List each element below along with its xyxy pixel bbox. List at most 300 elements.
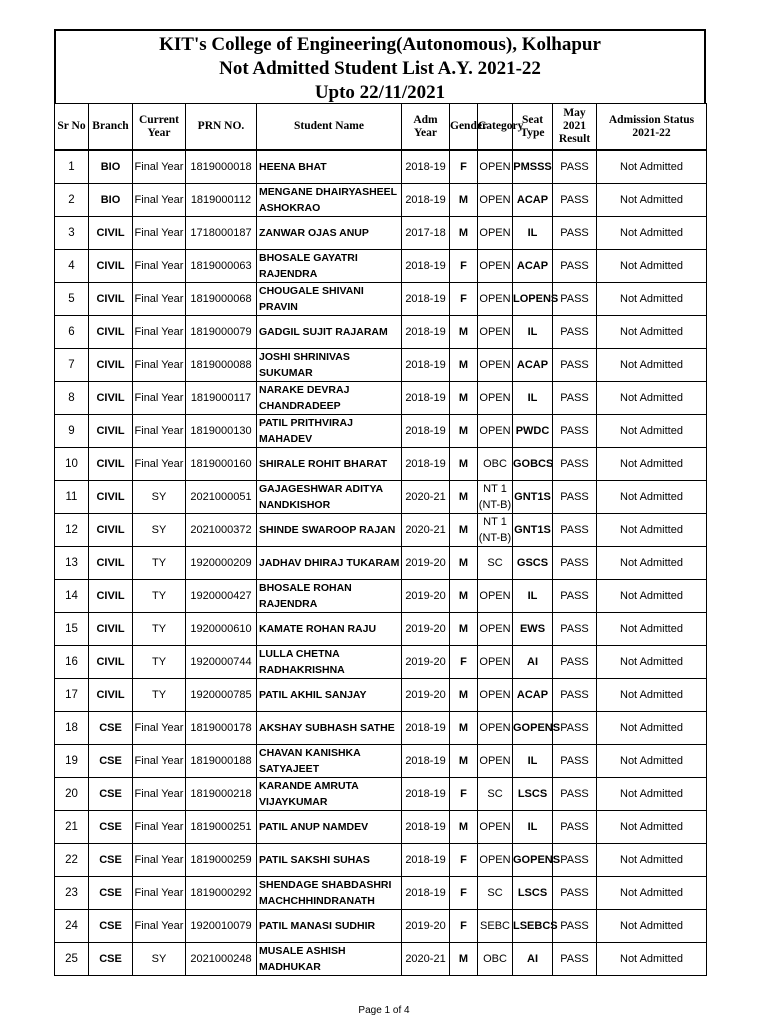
cell-adm-year: 2018-19 xyxy=(402,778,450,811)
cell-prn: 1819000063 xyxy=(186,250,257,283)
cell-student-name: SHINDE SWAROOP RAJAN xyxy=(257,514,402,547)
cell-sr-no: 1 xyxy=(55,150,89,184)
cell-result: PASS xyxy=(553,844,597,877)
cell-current-year: TY xyxy=(133,580,186,613)
cell-current-year: Final Year xyxy=(133,217,186,250)
cell-adm-year: 2018-19 xyxy=(402,250,450,283)
cell-prn: 1819000188 xyxy=(186,745,257,778)
cell-sr-no: 2 xyxy=(55,184,89,217)
cell-seat-type: ACAP xyxy=(513,349,553,382)
cell-seat-type: LSEBCS xyxy=(513,910,553,943)
cell-adm-year: 2019-20 xyxy=(402,613,450,646)
cell-sr-no: 9 xyxy=(55,415,89,448)
cell-category: OPEN xyxy=(478,844,513,877)
cell-category: NT 1 (NT-B) xyxy=(478,481,513,514)
cell-current-year: SY xyxy=(133,943,186,976)
cell-admission-status: Not Admitted xyxy=(597,217,707,250)
cell-seat-type: IL xyxy=(513,745,553,778)
cell-result: PASS xyxy=(553,217,597,250)
cell-current-year: Final Year xyxy=(133,778,186,811)
cell-sr-no: 3 xyxy=(55,217,89,250)
cell-seat-type: IL xyxy=(513,316,553,349)
cell-gender: M xyxy=(450,613,478,646)
cell-sr-no: 20 xyxy=(55,778,89,811)
cell-gender: F xyxy=(450,877,478,910)
cell-gender: M xyxy=(450,217,478,250)
col-header-seat-type: Seat Type xyxy=(513,104,553,151)
cell-adm-year: 2018-19 xyxy=(402,811,450,844)
cell-category: OBC xyxy=(478,943,513,976)
table-row xyxy=(55,349,707,382)
cell-current-year: Final Year xyxy=(133,250,186,283)
cell-branch: BIO xyxy=(89,184,133,217)
cell-gender: F xyxy=(450,646,478,679)
table-row xyxy=(55,283,707,316)
cell-gender: M xyxy=(450,481,478,514)
cell-student-name: GAJAGESHWAR ADITYA NANDKISHOR xyxy=(257,481,402,514)
cell-seat-type: IL xyxy=(513,580,553,613)
cell-student-name: NARAKE DEVRAJ CHANDRADEEP xyxy=(257,382,402,415)
col-header-sr-no: Sr No xyxy=(55,104,89,151)
cell-seat-type: ACAP xyxy=(513,184,553,217)
cell-sr-no: 11 xyxy=(55,481,89,514)
cell-admission-status: Not Admitted xyxy=(597,844,707,877)
cell-prn: 1920000427 xyxy=(186,580,257,613)
cell-category: OPEN xyxy=(478,646,513,679)
cell-result: PASS xyxy=(553,283,597,316)
cell-result: PASS xyxy=(553,613,597,646)
cell-branch: CIVIL xyxy=(89,250,133,283)
cell-gender: F xyxy=(450,778,478,811)
table-row xyxy=(55,448,707,481)
cell-branch: CIVIL xyxy=(89,580,133,613)
cell-branch: CSE xyxy=(89,745,133,778)
cell-sr-no: 6 xyxy=(55,316,89,349)
cell-result: PASS xyxy=(553,448,597,481)
cell-current-year: Final Year xyxy=(133,349,186,382)
table-row xyxy=(55,745,707,778)
document-sheet xyxy=(54,29,706,976)
cell-student-name: MUSALE ASHISH MADHUKAR xyxy=(257,943,402,976)
cell-adm-year: 2019-20 xyxy=(402,910,450,943)
table-row xyxy=(55,514,707,547)
table-row xyxy=(55,679,707,712)
cell-current-year: Final Year xyxy=(133,150,186,184)
col-header-adm-year: Adm Year xyxy=(402,104,450,151)
cell-current-year: SY xyxy=(133,514,186,547)
table-row xyxy=(55,943,707,976)
cell-branch: CIVIL xyxy=(89,349,133,382)
cell-sr-no: 14 xyxy=(55,580,89,613)
cell-branch: CIVIL xyxy=(89,415,133,448)
cell-branch: CSE xyxy=(89,778,133,811)
cell-student-name: KARANDE AMRUTA VIJAYKUMAR xyxy=(257,778,402,811)
table-row xyxy=(55,811,707,844)
title-block xyxy=(54,29,706,103)
cell-gender: M xyxy=(450,184,478,217)
table-row xyxy=(55,481,707,514)
cell-branch: CIVIL xyxy=(89,613,133,646)
cell-result: PASS xyxy=(553,250,597,283)
cell-category: SC xyxy=(478,877,513,910)
cell-category: OPEN xyxy=(478,679,513,712)
cell-admission-status: Not Admitted xyxy=(597,943,707,976)
cell-sr-no: 18 xyxy=(55,712,89,745)
cell-result: PASS xyxy=(553,943,597,976)
cell-result: PASS xyxy=(553,547,597,580)
cell-adm-year: 2018-19 xyxy=(402,415,450,448)
cell-current-year: Final Year xyxy=(133,844,186,877)
cell-category: OPEN xyxy=(478,184,513,217)
cell-student-name: PATIL SAKSHI SUHAS xyxy=(257,844,402,877)
cell-seat-type: GSCS xyxy=(513,547,553,580)
cell-seat-type: PMSSS xyxy=(513,150,553,184)
cell-student-name: BHOSALE GAYATRI RAJENDRA xyxy=(257,250,402,283)
cell-adm-year: 2018-19 xyxy=(402,712,450,745)
cell-seat-type: GNT1S xyxy=(513,481,553,514)
cell-student-name: JOSHI SHRINIVAS SUKUMAR xyxy=(257,349,402,382)
cell-gender: M xyxy=(450,679,478,712)
cell-admission-status: Not Admitted xyxy=(597,481,707,514)
cell-adm-year: 2018-19 xyxy=(402,448,450,481)
cell-admission-status: Not Admitted xyxy=(597,382,707,415)
cell-sr-no: 21 xyxy=(55,811,89,844)
cell-admission-status: Not Admitted xyxy=(597,349,707,382)
cell-result: PASS xyxy=(553,877,597,910)
cell-branch: CIVIL xyxy=(89,217,133,250)
table-row xyxy=(55,613,707,646)
cell-prn: 1819000218 xyxy=(186,778,257,811)
cell-prn: 2021000372 xyxy=(186,514,257,547)
cell-gender: F xyxy=(450,150,478,184)
cell-prn: 1819000079 xyxy=(186,316,257,349)
cell-category: OPEN xyxy=(478,382,513,415)
cell-gender: M xyxy=(450,349,478,382)
cell-student-name: AKSHAY SUBHASH SATHE xyxy=(257,712,402,745)
cell-prn: 1819000130 xyxy=(186,415,257,448)
cell-gender: F xyxy=(450,250,478,283)
cell-current-year: TY xyxy=(133,679,186,712)
table-row xyxy=(55,778,707,811)
cell-student-name: GADGIL SUJIT RAJARAM xyxy=(257,316,402,349)
cell-admission-status: Not Admitted xyxy=(597,580,707,613)
cell-seat-type: ACAP xyxy=(513,250,553,283)
cell-current-year: Final Year xyxy=(133,316,186,349)
cell-category: OBC xyxy=(478,448,513,481)
list-title: Not Admitted Student List A.Y. 2021-22 xyxy=(219,58,541,79)
cell-adm-year: 2020-21 xyxy=(402,943,450,976)
table-row xyxy=(55,316,707,349)
cell-adm-year: 2018-19 xyxy=(402,184,450,217)
cell-student-name: PATIL AKHIL SANJAY xyxy=(257,679,402,712)
col-header-admission-status: Admission Status 2021-22 xyxy=(597,104,707,151)
cell-result: PASS xyxy=(553,580,597,613)
cell-admission-status: Not Admitted xyxy=(597,778,707,811)
cell-branch: CIVIL xyxy=(89,679,133,712)
cell-prn: 1920000744 xyxy=(186,646,257,679)
cell-seat-type: GOPENS xyxy=(513,844,553,877)
cell-admission-status: Not Admitted xyxy=(597,250,707,283)
cell-category: SC xyxy=(478,547,513,580)
cell-result: PASS xyxy=(553,150,597,184)
cell-category: OPEN xyxy=(478,811,513,844)
cell-gender: M xyxy=(450,415,478,448)
cell-admission-status: Not Admitted xyxy=(597,150,707,184)
table-row xyxy=(55,382,707,415)
cell-seat-type: EWS xyxy=(513,613,553,646)
cell-branch: CSE xyxy=(89,943,133,976)
cell-admission-status: Not Admitted xyxy=(597,415,707,448)
cell-gender: M xyxy=(450,745,478,778)
cell-student-name: SHENDAGE SHABDASHRI MACHCHHINDRANATH xyxy=(257,877,402,910)
cell-sr-no: 19 xyxy=(55,745,89,778)
cell-sr-no: 10 xyxy=(55,448,89,481)
cell-branch: CIVIL xyxy=(89,547,133,580)
cell-current-year: Final Year xyxy=(133,184,186,217)
cell-gender: F xyxy=(450,910,478,943)
cell-seat-type: IL xyxy=(513,382,553,415)
cell-current-year: Final Year xyxy=(133,712,186,745)
cell-seat-type: GOBCS xyxy=(513,448,553,481)
cell-adm-year: 2020-21 xyxy=(402,481,450,514)
cell-category: OPEN xyxy=(478,415,513,448)
table-row xyxy=(55,217,707,250)
cell-student-name: PATIL MANASI SUDHIR xyxy=(257,910,402,943)
cell-gender: M xyxy=(450,382,478,415)
cell-student-name: ZANWAR OJAS ANUP xyxy=(257,217,402,250)
cell-category: OPEN xyxy=(478,349,513,382)
cell-gender: M xyxy=(450,316,478,349)
cell-prn: 1718000187 xyxy=(186,217,257,250)
cell-adm-year: 2018-19 xyxy=(402,316,450,349)
cell-current-year: Final Year xyxy=(133,877,186,910)
cell-current-year: Final Year xyxy=(133,415,186,448)
cell-prn: 1819000259 xyxy=(186,844,257,877)
cell-admission-status: Not Admitted xyxy=(597,283,707,316)
cell-branch: CIVIL xyxy=(89,382,133,415)
cell-sr-no: 22 xyxy=(55,844,89,877)
cell-category: OPEN xyxy=(478,250,513,283)
cell-gender: F xyxy=(450,283,478,316)
cell-prn: 1920000785 xyxy=(186,679,257,712)
cell-result: PASS xyxy=(553,316,597,349)
cell-sr-no: 5 xyxy=(55,283,89,316)
cell-current-year: Final Year xyxy=(133,910,186,943)
cell-category: OPEN xyxy=(478,712,513,745)
cell-admission-status: Not Admitted xyxy=(597,514,707,547)
col-header-branch: Branch xyxy=(89,104,133,151)
cell-seat-type: ACAP xyxy=(513,679,553,712)
cell-prn: 1819000160 xyxy=(186,448,257,481)
cell-result: PASS xyxy=(553,679,597,712)
cell-category: OPEN xyxy=(478,150,513,184)
cell-admission-status: Not Admitted xyxy=(597,448,707,481)
col-header-gender: Gender xyxy=(450,104,478,151)
cell-admission-status: Not Admitted xyxy=(597,811,707,844)
cell-student-name: JADHAV DHIRAJ TUKARAM xyxy=(257,547,402,580)
cell-prn: 1819000251 xyxy=(186,811,257,844)
cell-student-name: MENGANE DHAIRYASHEEL ASHOKRAO xyxy=(257,184,402,217)
cell-branch: CIVIL xyxy=(89,316,133,349)
table-row xyxy=(55,877,707,910)
cell-student-name: PATIL ANUP NAMDEV xyxy=(257,811,402,844)
cell-result: PASS xyxy=(553,811,597,844)
cell-seat-type: AI xyxy=(513,646,553,679)
cell-sr-no: 23 xyxy=(55,877,89,910)
cell-gender: M xyxy=(450,712,478,745)
cell-result: PASS xyxy=(553,778,597,811)
cell-seat-type: LSCS xyxy=(513,778,553,811)
col-header-prn: PRN NO. xyxy=(186,104,257,151)
cell-student-name: KAMATE ROHAN RAJU xyxy=(257,613,402,646)
cell-prn: 1920010079 xyxy=(186,910,257,943)
cell-result: PASS xyxy=(553,646,597,679)
cell-category: SC xyxy=(478,778,513,811)
cell-sr-no: 17 xyxy=(55,679,89,712)
table-body xyxy=(55,150,707,976)
cell-gender: M xyxy=(450,547,478,580)
cell-current-year: TY xyxy=(133,646,186,679)
cell-adm-year: 2017-18 xyxy=(402,217,450,250)
cell-sr-no: 4 xyxy=(55,250,89,283)
cell-student-name: CHOUGALE SHIVANI PRAVIN xyxy=(257,283,402,316)
cell-result: PASS xyxy=(553,349,597,382)
cell-prn: 1819000112 xyxy=(186,184,257,217)
header-row xyxy=(55,104,707,151)
cell-category: SEBC xyxy=(478,910,513,943)
cell-category: NT 1 (NT-B) xyxy=(478,514,513,547)
cell-gender: M xyxy=(450,943,478,976)
cell-admission-status: Not Admitted xyxy=(597,184,707,217)
cell-admission-status: Not Admitted xyxy=(597,646,707,679)
cell-sr-no: 7 xyxy=(55,349,89,382)
cell-prn: 1819000018 xyxy=(186,150,257,184)
cell-branch: CIVIL xyxy=(89,481,133,514)
cell-result: PASS xyxy=(553,514,597,547)
cell-branch: CIVIL xyxy=(89,646,133,679)
cell-prn: 2021000248 xyxy=(186,943,257,976)
cell-branch: CIVIL xyxy=(89,514,133,547)
cell-seat-type: AI xyxy=(513,943,553,976)
cell-student-name: CHAVAN KANISHKA SATYAJEET xyxy=(257,745,402,778)
cell-adm-year: 2018-19 xyxy=(402,877,450,910)
table-row xyxy=(55,712,707,745)
cell-branch: CIVIL xyxy=(89,283,133,316)
table-row xyxy=(55,580,707,613)
cell-prn: 1920000610 xyxy=(186,613,257,646)
cell-admission-status: Not Admitted xyxy=(597,910,707,943)
cell-gender: M xyxy=(450,448,478,481)
table-row xyxy=(55,844,707,877)
cell-admission-status: Not Admitted xyxy=(597,712,707,745)
table-row xyxy=(55,415,707,448)
col-header-current-year: Current Year xyxy=(133,104,186,151)
cell-adm-year: 2019-20 xyxy=(402,679,450,712)
cell-student-name: LULLA CHETNA RADHAKRISHNA xyxy=(257,646,402,679)
cell-sr-no: 15 xyxy=(55,613,89,646)
cell-gender: M xyxy=(450,580,478,613)
cell-sr-no: 16 xyxy=(55,646,89,679)
cell-gender: F xyxy=(450,844,478,877)
cell-current-year: Final Year xyxy=(133,745,186,778)
table-row xyxy=(55,184,707,217)
table-row xyxy=(55,646,707,679)
cell-gender: M xyxy=(450,811,478,844)
cell-current-year: Final Year xyxy=(133,283,186,316)
cell-adm-year: 2018-19 xyxy=(402,844,450,877)
cell-student-name: HEENA BHAT xyxy=(257,150,402,184)
cell-category: OPEN xyxy=(478,580,513,613)
cell-result: PASS xyxy=(553,910,597,943)
cell-seat-type: IL xyxy=(513,217,553,250)
cell-sr-no: 25 xyxy=(55,943,89,976)
cell-seat-type: GOPENS xyxy=(513,712,553,745)
cell-adm-year: 2018-19 xyxy=(402,349,450,382)
cell-category: OPEN xyxy=(478,217,513,250)
cell-admission-status: Not Admitted xyxy=(597,613,707,646)
cell-seat-type: IL xyxy=(513,811,553,844)
cell-seat-type: PWDC xyxy=(513,415,553,448)
cell-sr-no: 12 xyxy=(55,514,89,547)
cell-seat-type: LOPENS xyxy=(513,283,553,316)
cell-sr-no: 13 xyxy=(55,547,89,580)
cell-current-year: TY xyxy=(133,547,186,580)
cell-admission-status: Not Admitted xyxy=(597,745,707,778)
date-title: Upto 22/11/2021 xyxy=(314,82,446,103)
cell-result: PASS xyxy=(553,712,597,745)
cell-branch: CSE xyxy=(89,712,133,745)
cell-prn: 1819000117 xyxy=(186,382,257,415)
cell-result: PASS xyxy=(553,745,597,778)
cell-prn: 1819000088 xyxy=(186,349,257,382)
cell-sr-no: 24 xyxy=(55,910,89,943)
cell-category: OPEN xyxy=(478,745,513,778)
cell-adm-year: 2019-20 xyxy=(402,646,450,679)
cell-current-year: Final Year xyxy=(133,811,186,844)
cell-student-name: PATIL PRITHVIRAJ MAHADEV xyxy=(257,415,402,448)
cell-adm-year: 2019-20 xyxy=(402,547,450,580)
cell-branch: CSE xyxy=(89,844,133,877)
cell-adm-year: 2019-20 xyxy=(402,580,450,613)
col-header-student-name: Student Name xyxy=(257,104,402,151)
cell-gender: M xyxy=(450,514,478,547)
cell-result: PASS xyxy=(553,481,597,514)
cell-result: PASS xyxy=(553,382,597,415)
cell-prn: 2021000051 xyxy=(186,481,257,514)
cell-result: PASS xyxy=(553,184,597,217)
cell-branch: CSE xyxy=(89,811,133,844)
student-table xyxy=(54,103,707,976)
cell-seat-type: LSCS xyxy=(513,877,553,910)
cell-result: PASS xyxy=(553,415,597,448)
cell-admission-status: Not Admitted xyxy=(597,679,707,712)
cell-student-name: SHIRALE ROHIT BHARAT xyxy=(257,448,402,481)
table-row xyxy=(55,910,707,943)
college-title: KIT's College of Engineering(Autonomous), Kolhapur xyxy=(159,34,601,55)
table-row xyxy=(55,547,707,580)
cell-current-year: SY xyxy=(133,481,186,514)
cell-current-year: Final Year xyxy=(133,448,186,481)
cell-adm-year: 2018-19 xyxy=(402,150,450,184)
cell-branch: BIO xyxy=(89,150,133,184)
cell-adm-year: 2020-21 xyxy=(402,514,450,547)
cell-prn: 1819000292 xyxy=(186,877,257,910)
cell-adm-year: 2018-19 xyxy=(402,382,450,415)
table-row xyxy=(55,250,707,283)
cell-prn: 1819000178 xyxy=(186,712,257,745)
cell-current-year: Final Year xyxy=(133,382,186,415)
cell-category: OPEN xyxy=(478,283,513,316)
